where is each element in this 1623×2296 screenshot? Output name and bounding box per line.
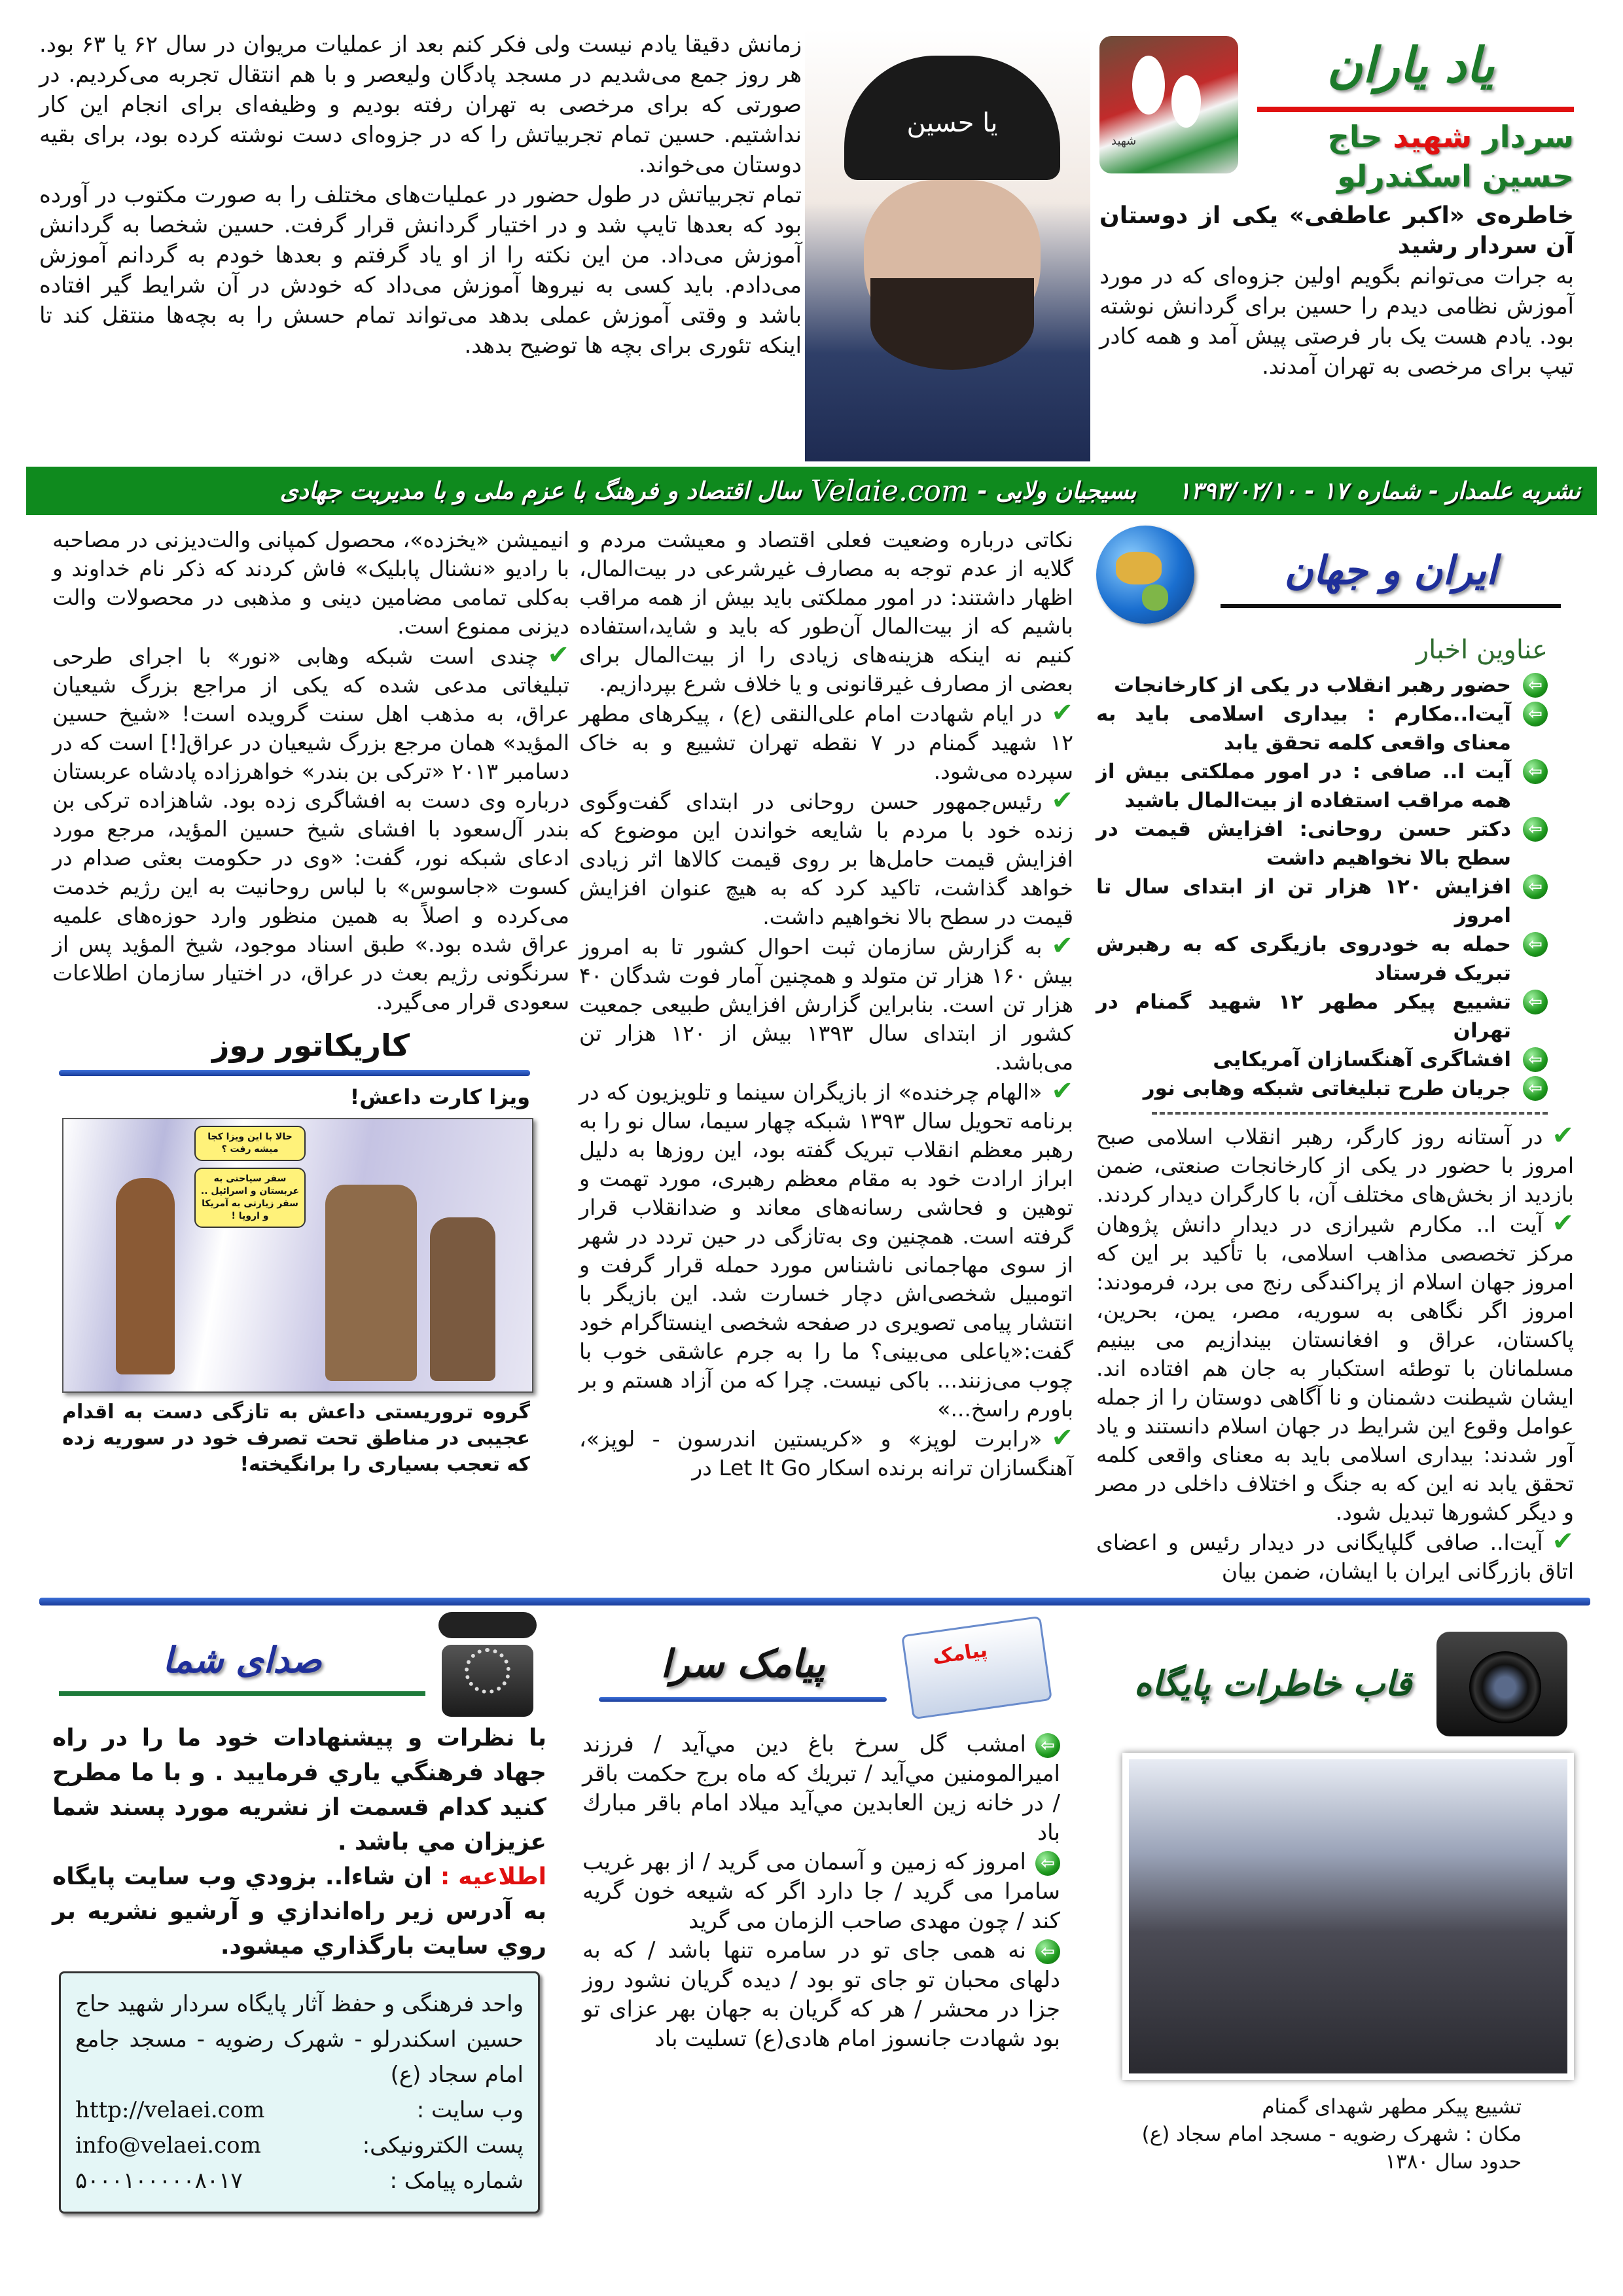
voice-column — [52, 1612, 546, 2214]
headline-word: سردار — [1482, 119, 1574, 154]
envelope-label: پیامک — [931, 1638, 989, 1670]
green-rule — [59, 1691, 425, 1696]
headline-item[interactable] — [1096, 1074, 1548, 1103]
article-headline — [1247, 117, 1574, 196]
headline-text: افشاگری آهنگسازان آمریکایی — [1213, 1048, 1511, 1071]
news-item: ✔در آستانه روز کارگر، رهبر انقلاب اسلامی صبح امروز با حضور در یکی از کارخانجات صنعتی، ضمن بازدید از بخش‌های مختلف آن، با کارگران دیدار کردند. — [1096, 1121, 1574, 1207]
publisher: بسیجیان ولایی - — [977, 477, 1137, 505]
arrow-left-icon: ⇦ — [1523, 990, 1548, 1014]
headline-item[interactable] — [1096, 872, 1548, 930]
news-item: ✔رئیس‌جمهور حسن روحانی در ابتدای گفت‌وگوی زنده خود با مردم با شایعه خواندن این موضوع که افزایش قیمت حامل‌ها بر روی قیمت کالاها اثر زیادی خواهد گذاشت، تاکید کرد که به هیچ عنوان افزایش قیمت در سطح بالا نخواهیم داشت. — [579, 785, 1073, 929]
camera-icon — [1436, 1632, 1567, 1736]
website-link[interactable]: http://velaei.com — [75, 2097, 265, 2123]
iran-world-header — [1096, 526, 1574, 624]
section-title-memories: قاب خاطرات پایگاه — [1134, 1664, 1412, 1704]
check-icon: ✔ — [1552, 1526, 1574, 1556]
headline-text: دکتر حسن روحانی: افزایش قیمت در سطح بالا نخواهیم داشت — [1096, 817, 1511, 870]
sms-number: ۵۰۰۰۱۰۰۰۰۰۸۰۱۷ — [75, 2168, 243, 2194]
martyr-portrait — [805, 29, 1090, 461]
check-icon: ✔ — [1051, 785, 1073, 816]
red-rule — [1257, 107, 1574, 112]
check-icon: ✔ — [547, 640, 569, 670]
year-slogan: سال اقتصاد و فرهنگ با عزم ملی و با مدیریت جهادی — [279, 477, 802, 505]
cartoon-caption: گروه تروریستی داعش به تازگی دست به اقدام عجیبی در مناطق تحت تصرف خود در سوریه زده که تعجب بسیاری را برانگیخته! — [62, 1401, 530, 1476]
notice-label: اطلاعیه : — [440, 1863, 546, 1890]
memories-header — [1122, 1632, 1574, 1736]
memories-column — [1122, 1612, 1574, 2176]
arrow-left-icon: ⇦ — [1523, 1047, 1548, 1072]
headline-text: جریان طرح تبلیغاتی شبکه وهابی نور — [1143, 1077, 1511, 1100]
caption-line: تشییع پیکر مطهر شهدای گمنام — [1262, 2095, 1522, 2119]
headline-item[interactable] — [1096, 671, 1548, 700]
news-item: ✔چندی است شبکه وهابی «نور» با اجرای طرحی تبلیغاتی مدعی شده که یکی از مراجع بزرگ شیعیان عراق، به مذهب اهل سنت گرویده است! «شیخ حسین المؤید» همان مرجع بزرگ شیعیان در عراق[!] است که در دسامبر ۲۰۱۳ «ترکی بن بندر» خواهرزاده پادشاه عربستان درباره وی دست به افشاگری زده بود. شاهزاده ترکی بن بندر آل‌سعود با افشای شیخ حسین المؤید، مرجع مورد ادعای شبکه نور، گفت: «وی در حکومت بعثی صدام در کسوت «جاسوس» با لباس روحانیت به این رژیم خدمت می‌کرده و اصلاً به همین منظور وارد حوزه‌های علمیه عراق شده بود.» طبق اسناد موجود، شیخ المؤید پس از سرنگونی رژیم بعث در عراق، در اختیار سازمان اطلاعات سعودی قرار می‌گیرد. — [52, 640, 569, 1014]
portrait-beard — [870, 278, 1034, 370]
speech-bubble: سفر سیاحتی به عربستان و اسرائیل .. سفر زیارتی به آمریکا و اروپا ! — [194, 1168, 306, 1228]
check-icon: ✔ — [1051, 1423, 1073, 1453]
headline-item[interactable] — [1096, 700, 1548, 757]
arrow-left-icon: ⇦ — [1035, 1733, 1060, 1758]
check-icon: ✔ — [1552, 1208, 1574, 1238]
headline-text: حمله به خودروی بازیگری که به رهبرش تبریک فرستاد — [1096, 933, 1511, 985]
notice-text: ان شاءا.. بزودي وب سايت پايگاه به آدرس زير راه‌اندازي و آرشيو نشريه بر روي سايت بارگذاري ميشود. — [52, 1863, 546, 1960]
sms-item: ⇦نه همی جای تو در سامره تنها باشد / که به دلهای محبان تو جای تو بود / دیده گریان نشود روز جزا در محشر / هر که گریان به جهان بهر عزای تو بود شهادت جانسوز امام هادی(ع) تسلیت باد — [582, 1937, 1060, 2052]
headband-text: یا حسین — [906, 108, 998, 138]
speech-bubble: حالا با این ویزا کجا میشه رفت ؟ — [194, 1126, 306, 1161]
yad-yaran-header — [1099, 29, 1574, 196]
sms-item: ⇦امشب گل سرخ باغ دین مي‌آيد / فرزند اميرالمومنين مي‌آيد / تبريك كه ماه برج حكمت باقر / در خانه زين العابدين مي‌آيد ميلاد امام باقر مبارك باد — [582, 1731, 1060, 1846]
caption-line: مکان : شهرک رضویه - مسجد امام سجاد (ع) — [1141, 2123, 1522, 2146]
section-title-yad-yaran: یاد یاران — [1327, 37, 1495, 94]
headline-item[interactable] — [1096, 988, 1548, 1045]
article-subheadline: خاطره‌ی «اکبر عاطفی» یکی از دوستان آن سردار رشید — [1099, 202, 1574, 259]
news-item: ✔آیت ا.. مکارم شیرازی در دیدار دانش پژوهان مرکز تخصصی مذاهب اسلامی، با تأکید بر این که امروز جهان اسلام از پراکندگی رنج می برد، فرمودند: امروز اگر نگاهی به سوریه، مصر، یمن، بحرین، پاکستان، عراق و افغانستان بیندازیم می بینیم مسلمانان با توطئه استکبار به جان هم افتاده اند. ایشان شیطنت دشمنان و نا آگاهی دوستان را از جمله عوامل وقوع این شرایط در جهان اسلام دانستند و یاد آور شدند: بیداری اسلامی باید به معنای واقعی کلمه تحقق یابد نه این که به جنگ و اختلاف داخلی در مصر و دیگر کشورها تبدیل شود. — [1096, 1208, 1574, 1525]
news-item: انیمیشن «یخزده»، محصول کمپانی والت‌دیزنی در مصاحبه با رادیو «نشنال پابلیک» فاش کردند که ذکر نام خداوند و به‌کلی تمامی مضامین دینی و مذهبی در محصولات والت دیزنی ممنوع است. — [52, 527, 569, 639]
portrait-headband — [844, 56, 1060, 180]
news-item: ✔آیت‌ا.. صافی گلپایگانی در دیدار رئیس و اعضای اتاق بازرگانی ایران با ایشان، ضمن بیان — [1096, 1526, 1574, 1584]
envelope-icon — [901, 1616, 1052, 1720]
headlines-list — [1096, 671, 1548, 1103]
contact-row — [75, 2092, 524, 2128]
site-logo: Velaie.com — [810, 474, 969, 508]
section-rule — [1221, 604, 1561, 608]
headline-word: شهید — [1393, 119, 1472, 154]
coffin-label: شهید — [1111, 134, 1137, 148]
arrow-left-icon: ⇦ — [1523, 702, 1548, 726]
check-icon: ✔ — [1051, 698, 1073, 728]
globe-icon — [1096, 526, 1194, 624]
arrow-left-icon: ⇦ — [1523, 759, 1548, 784]
arrow-left-icon: ⇦ — [1523, 673, 1548, 698]
caption-line: حدود سال ۱۳۸۰ — [1385, 2150, 1522, 2174]
headline-text: افزایش ۱۲۰ هزار تن از ابتدای سال تا امروز — [1096, 875, 1512, 927]
check-icon: ✔ — [1051, 931, 1073, 961]
headline-text: آیت‌ا..مکارم : بیداری اسلامی باید به معنای واقعی کلمه تحقق یابد — [1096, 702, 1511, 755]
headline-item[interactable] — [1096, 930, 1548, 988]
contact-box — [59, 1971, 540, 2214]
news-item: ✔«رابرت لوپز» و «کریستین اندرسون - لوپز»، آهنگسازان ترانه برنده اسکار Let It Go در — [579, 1423, 1073, 1480]
contact-label: شماره پیامک : — [389, 2168, 524, 2194]
iran-world-title-wrap — [1221, 541, 1561, 608]
pigeon-icon — [1171, 75, 1201, 128]
email-link[interactable]: info@velaei.com — [75, 2132, 261, 2159]
memoir-continuation — [39, 29, 802, 361]
blue-rule — [599, 1697, 887, 1702]
headline-item[interactable] — [1096, 1045, 1548, 1074]
sms-header — [582, 1612, 1060, 1723]
section-title-voice: صدای شما — [162, 1638, 322, 1681]
contact-label: پست الکترونیکی: — [362, 2132, 524, 2159]
news-item: ✔«الهام چرخنده» از بازیگران سینما و تلویزیون که در برنامه تحویل سال ۱۳۹۳ شبکه چهار سیما، سال نو را به رهبر معظم انقلاب تبریک گفته بود، این روزها به دلیل ابراز ارادت خود به مقام معظم رهبری، مورد تهمت و توهین و فحاشی رسانه‌های معاند و ضدانقلاب قرار گرفته است. همچنین وی به‌تازگی در حین تردد در شهر از سوی مهاجمانی ناشناس مورد حمله قرار گرفت و اتومبیل شخصی‌اش دچار خسارت شد. این بازیگر با انتشار پیامی تصویری در صفحه شخصی اینستاگرام خود گفت:«یاعلی می‌بینی؟ ما را به جرم عاشقی خوب با چوب می‌زنند... باکی نیست. چرا که من آزاد هستم و بر باورم راسخ...» — [579, 1076, 1073, 1422]
sms-list — [582, 1730, 1060, 2054]
news-left-column-wrap — [52, 526, 569, 1478]
sms-title-wrap — [599, 1634, 887, 1702]
article-intro: به جرات می‌توانم بگویم اولین جزوه‌ای که در مورد آموزش نظامی دیدم را حسین برای گردانش نوشته بود. یادم هست یک بار فرصتی پیش آمد و همه کادر تیپ برای مرخصی به تهران آمدند. — [1099, 263, 1574, 380]
headline-text: آیت ا.. صافی : در امور مملکتی بیش از همه مراقب استفاده از بیت‌المال باشید — [1096, 760, 1511, 812]
arrow-left-icon: ⇦ — [1035, 1939, 1060, 1964]
voice-title-wrap — [59, 1634, 425, 1696]
top-section — [0, 0, 1623, 461]
voice-message — [52, 1721, 546, 1964]
sms-column — [582, 1612, 1060, 2054]
section-title-sms: پیامک سرا — [660, 1641, 825, 1686]
dashed-divider — [1152, 1112, 1548, 1115]
pigeon-icon — [1132, 56, 1165, 115]
headline-text: حضور رهبر انقلاب در یکی از کارخانجات — [1114, 673, 1511, 697]
news-item: ✔در ایام شهادت امام علی‌النقی (ع) ، پیکرهای مطهر ۱۲ شهید گمنام در ۷ نقطه تهران تشییع و به خاک سپرده می‌شود. — [579, 698, 1073, 784]
voice-header — [52, 1612, 546, 1717]
headline-item[interactable] — [1096, 757, 1548, 815]
arrow-left-icon: ⇦ — [1523, 932, 1548, 957]
headlines-title: عناوین اخبار — [1416, 635, 1548, 665]
cartoon-figure — [325, 1185, 417, 1381]
news-left-column — [52, 526, 569, 1016]
check-icon: ✔ — [1051, 1076, 1073, 1106]
pigeons-photo — [1099, 36, 1238, 173]
cartoon-figure — [116, 1178, 175, 1374]
cartoon-title: ویزا کارت داعش! — [349, 1085, 530, 1109]
memories-caption — [1122, 2093, 1574, 2176]
memoir-paragraph: زمانش دقیقا یادم نیست ولی فکر کنم بعد از عملیات مریوان در سال ۶۲ یا ۶۳ بود. هر روز جمع می‌شدیم در مسجد پادگان ولیعصر و با هم انتقال تجربه می‌کردیم. در صورتی که برای مرخصی به تهران رفته بودیم و وظیفه‌ای برای انجام این کار نداشتیم. حسین تمام تجربیاتش را که در جزوه‌ای دست نوشته کرده بود، برای بقیه دوستان می‌خواند. — [39, 31, 802, 178]
arrow-left-icon: ⇦ — [1035, 1851, 1060, 1876]
contact-row — [75, 2163, 524, 2198]
check-icon: ✔ — [1552, 1121, 1574, 1151]
voice-text: با نظرات و پيشنهادات خود ما را در راه جهاد فرهنگي ياري فرماييد . و با ما مطرح كنيد كدام قسمت از نشريه مورد پسند شما عزيزان مي باشد . — [52, 1725, 546, 1856]
memories-photo — [1122, 1753, 1574, 2080]
headline-item[interactable] — [1096, 815, 1548, 872]
unit-address: واحد فرهنگی و حفظ آثار پایگاه سردار شهید حاج حسین اسکندرلو - شهرک رضویه - مسجد جامع امام سجاد (ع) — [75, 1991, 524, 2088]
memoir-paragraph: تمام تجربیاتش در طول حضور در عملیات‌های مختلف را به صورت مکتوب در آورده بود که بعدها تایپ شد و در اختیار گردانش قرار گرفت. حسین شخصا به گردانش آموزش می‌داد. من این نکته را از او یاد گرفتم و بعدها خودم به گردانم آموزش می‌دادم. باید کسی به نیروها آموزش می‌داد که خودش در آن شرایط گیر افتاده باشد و وقتی آموزش عملی بدهد می‌تواند تمام حسش را به بچه‌ها منتقل کند تا اینکه تئوری برای بچه ها توضیح بدهد. — [39, 182, 802, 359]
speech-bubbles — [194, 1126, 306, 1228]
arrow-left-icon: ⇦ — [1523, 1076, 1548, 1101]
arrow-left-icon: ⇦ — [1523, 817, 1548, 842]
yad-yaran-titles — [1247, 29, 1574, 196]
headline-word: حاج حسین اسکندرلو — [1327, 119, 1574, 194]
section-title-iran-world: ایران و جهان — [1284, 548, 1497, 594]
cartoon-image — [62, 1118, 533, 1393]
headline-text: تشییع پیکر مطهر ۱۲ شهید گمنام در تهران — [1096, 990, 1512, 1043]
masthead-band — [26, 467, 1597, 515]
yad-yaran-column — [1099, 29, 1574, 382]
telephone-icon — [432, 1612, 543, 1717]
sms-item: ⇦امروز که زمین و آسمان می گرید / از بهر غریب سامرا می گرید / جا دارد اگر که شیعه خون گریه کند / چون مهدی صاحب الزمان می گرید — [582, 1849, 1060, 1934]
news-section — [0, 515, 1623, 1586]
section-separator — [39, 1598, 1590, 1605]
news-right-column — [1096, 1121, 1574, 1586]
news-item: نکاتی درباره وضعیت فعلی اقتصاد و معیشت مردم و گلایه از عدم توجه به مصارف غیرشرعی در بیت‌المال، اظهار داشتند: در امور مملکتی باید بیش از همه مراقب باشیم که از بیت‌المال آن‌طور که باید و شاید،استفاده کنیم نه اینکه هزینه‌های زیادی را از بیت‌المال برای بعضی از مصارف غیرقانونی و یا خلاف شرع بپردازیم. — [579, 527, 1073, 696]
news-item: ✔به گزارش سازمان ثبت احوال کشور تا به امروز بیش ۱۶۰ هزار تن متولد و همچنین آمار فوت شدگان ۴۰ هزار تن است. بنابراین گزارش افزایش طبیعی جمعیت کشور از ابتدای سال ۱۳۹۳ بیش از ۱۲۰ هزار تن می‌باشد. — [579, 931, 1073, 1075]
contact-row — [75, 2128, 524, 2163]
blue-rule — [59, 1070, 530, 1076]
issue-info: نشریه علمدار - شماره ۱۷ - ۱۳۹۳/۰۲/۱۰ — [1178, 477, 1580, 505]
cartoon-figure — [430, 1217, 495, 1381]
contact-label: وب سایت : — [416, 2097, 524, 2123]
arrow-left-icon: ⇦ — [1523, 874, 1548, 899]
bottom-section — [0, 1605, 1623, 2240]
news-right-column-wrap — [1096, 526, 1574, 1586]
section-title-cartoon: کاریکاتور روز — [212, 1028, 410, 1063]
news-middle-column — [579, 526, 1073, 1482]
